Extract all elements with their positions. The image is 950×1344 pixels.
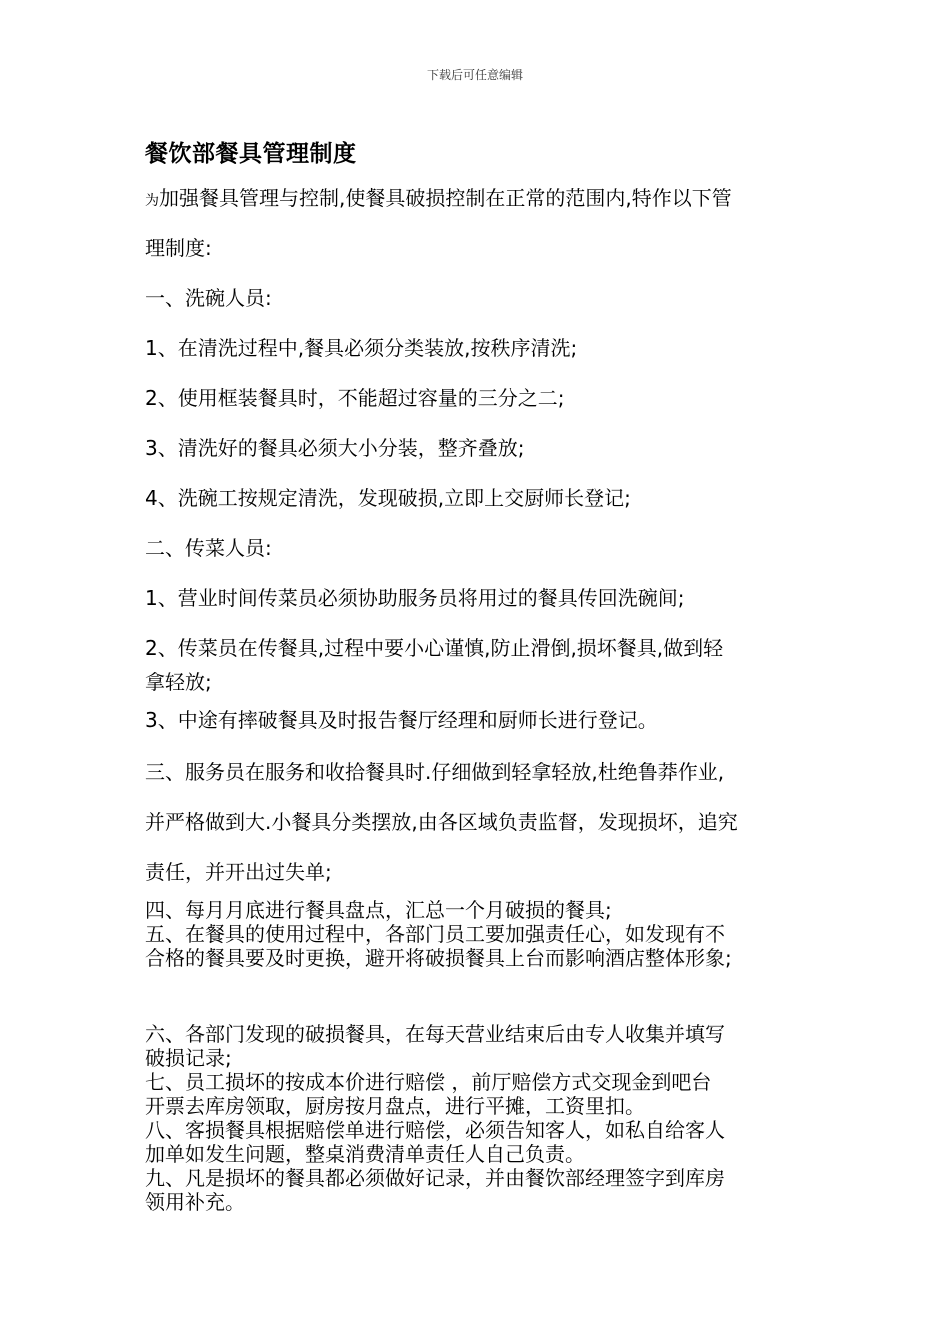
intro-rest: 加强餐具管理与控制,使餐具破损控制在正常的范围内,特作以下管 — [159, 186, 732, 210]
section-8-line-1: 八、客损餐具根据赔偿单进行赔偿，必须告知客人，如私自给客人 — [145, 1118, 725, 1142]
section-6-line-1: 六、各部门发现的破损餐具，在每天营业结束后由专人收集并填写 — [145, 1022, 725, 1046]
intro-lead: 为 — [145, 193, 159, 209]
section-2-item-3: 3、中途有摔破餐具及时报告餐厅经理和厨师长进行登记。 — [145, 708, 658, 732]
section-2-item-2: 2、传菜员在传餐具,过程中要小心谨慎,防止滑倒,损坏餐具,做到轻 — [145, 636, 724, 660]
section-1-item-1: 1、在清洗过程中,餐具必须分类装放,按秩序清洗; — [145, 336, 578, 360]
section-2-item-1: 1、营业时间传菜员必须协助服务员将用过的餐具传回洗碗间; — [145, 586, 685, 610]
section-9-line-1: 九、凡是损坏的餐具都必须做好记录，并由餐饮部经理签字到库房 — [145, 1166, 725, 1190]
section-4-line-1: 四、每月月底进行餐具盘点，汇总一个月破损的餐具; — [145, 898, 612, 922]
section-1-item-2: 2、使用框装餐具时，不能超过容量的三分之二; — [145, 386, 565, 410]
section-5-line-2: 合格的餐具要及时更换，避开将破损餐具上台而影响酒店整体形象; — [145, 946, 732, 970]
document-title: 餐饮部餐具管理制度 — [145, 141, 357, 167]
section-1-item-4: 4、洗碗工按规定清洗，发现破损,立即上交厨师长登记; — [145, 486, 631, 510]
section-7-line-1: 七、员工损坏的按成本价进行赔偿 ，前厅赔偿方式交现金到吧台 — [145, 1070, 712, 1094]
section-9-line-2: 领用补充。 — [145, 1190, 245, 1214]
intro-line-1 — [145, 186, 732, 213]
section-3-line-2: 并严格做到大.小餐具分类摆放,由各区域负责监督，发现损坏，追究 — [145, 810, 738, 834]
section-3-line-1: 三、服务员在服务和收拾餐具时.仔细做到轻拿轻放,杜绝鲁莽作业, — [145, 760, 725, 784]
section-3-line-3: 责任，并开出过失单; — [145, 860, 332, 884]
section-2-heading: 二、传菜人员: — [145, 536, 272, 560]
section-8-line-2: 加单如发生问题，整桌消费清单责任人自己负责。 — [145, 1142, 585, 1166]
section-1-item-3: 3、清洗好的餐具必须大小分装，整齐叠放; — [145, 436, 525, 460]
section-7-line-2: 开票去库房领取，厨房按月盘点，进行平摊，工资里扣。 — [145, 1094, 645, 1118]
section-5-line-1: 五、在餐具的使用过程中，各部门员工要加强责任心，如发现有不 — [145, 922, 725, 946]
section-1-heading: 一、洗碗人员: — [145, 286, 272, 310]
section-6-line-2: 破损记录; — [145, 1046, 232, 1070]
header-note: 下载后可任意编辑 — [426, 68, 523, 82]
intro-line-2: 理制度: — [145, 236, 212, 260]
section-2-item-2-cont: 拿轻放; — [145, 670, 212, 694]
